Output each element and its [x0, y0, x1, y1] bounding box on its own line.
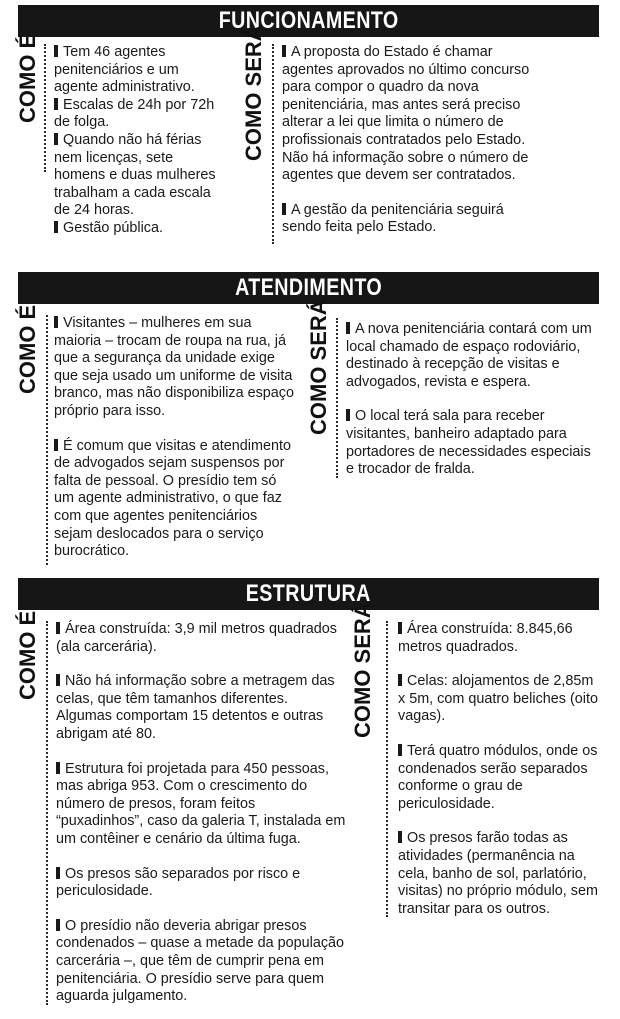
dotted-divider	[44, 44, 46, 172]
atendimento-como-sera-text	[346, 321, 602, 479]
dotted-divider	[336, 318, 338, 478]
bullet-item: Tem 46 agentes penitenciários e um agente administrativo.	[54, 44, 195, 96]
bullet-marker-icon	[398, 674, 402, 686]
dotted-divider	[46, 315, 48, 565]
funcionamento-como-e-text	[54, 44, 226, 238]
bullet-marker-icon	[56, 762, 60, 774]
como-e-label: COMO É	[15, 33, 40, 123]
bullet-marker-icon	[54, 221, 58, 233]
bullet-marker-icon	[56, 622, 60, 634]
bullet-item: Terá quatro módulos, onde os condenados serão separados conforme o grau de periculosidade.	[398, 742, 598, 812]
bullet-item: Estrutura foi projetada para 450 pessoas, mas abriga 953. Com o crescimento do número de presos, foram feitos “puxadinhos”, caso da galeria T, instalada em um contêiner e cenário da última fuga.	[56, 760, 346, 847]
section-title: ATENDIMENTO	[234, 274, 383, 301]
bullet-marker-icon	[398, 831, 402, 843]
bullet-item: A nova penitenciária contará com um local chamado de espaço rodoviário, destinado à recepção de visitas e advogados, revista e espera.	[346, 321, 592, 390]
bullet-marker-icon	[54, 316, 58, 328]
bullet-marker-icon	[398, 622, 402, 634]
bullet-item: Área construída: 3,9 mil metros quadrados (ala carcerária).	[56, 621, 337, 655]
estrutura-como-e-text	[56, 621, 346, 1006]
como-sera-label: COMO SERÁ	[306, 299, 331, 435]
como-sera-label: COMO SERÁ	[241, 25, 266, 161]
bullet-item: Escalas de 24h por 72h de folga.	[54, 96, 215, 131]
bullet-item: A gestão da penitenciária seguirá sendo feita pelo Estado.	[282, 201, 504, 236]
dotted-divider	[386, 621, 388, 917]
dotted-divider	[272, 44, 274, 244]
bullet-marker-icon	[54, 98, 58, 110]
bullet-marker-icon	[56, 867, 60, 879]
bullet-marker-icon	[56, 919, 60, 931]
bullet-marker-icon	[54, 439, 58, 451]
bullet-item: Visitantes – mulheres em sua maioria – trocam de roupa na rua, já que a segurança da unidade exige que seja usado um uniforme de visita branco, mas não disponibiliza espaço próprio para isso.	[54, 315, 294, 419]
section-header-estrutura	[18, 578, 599, 610]
bullet-marker-icon	[346, 409, 350, 421]
atendimento-como-e-text	[54, 315, 298, 561]
bullet-item: O local terá sala para receber visitantes, banheiro adaptado para portadores de necessidades especiais e trocador de fralda.	[346, 408, 591, 478]
section-header-funcionamento	[18, 5, 599, 37]
bullet-marker-icon	[54, 45, 58, 57]
como-e-label: COMO É	[15, 304, 40, 394]
como-sera-label: COMO SERÁ	[350, 602, 375, 738]
bullet-marker-icon	[346, 322, 350, 334]
bullet-marker-icon	[282, 203, 286, 215]
dotted-divider	[46, 621, 48, 1005]
bullet-item: O presídio não deveria abrigar presos condenados – quase a metade da população carcerária –, que têm de cumprir pena em penitenciária. O presídio serve para quem aguarda julgamento.	[56, 917, 345, 1005]
bullet-item: Quando não há férias nem licenças, sete homens e duas mulheres trabalham a cada escala de 24 horas.	[54, 131, 216, 219]
como-e-label: COMO É	[15, 610, 40, 700]
bullet-item: Área construída: 8.845,66 metros quadrados.	[398, 621, 573, 655]
bullet-marker-icon	[282, 45, 286, 57]
bullet-item: É comum que visitas e atendimento de advogados sejam suspensos por falta de pessoal. O presídio tem só um agente administrativo, o que faz com que agentes penitenciários sejam deslocados para o serviço burocrático.	[54, 437, 291, 560]
bullet-item: Os presos são separados por risco e periculosidade.	[56, 865, 301, 900]
section-title: ESTRUTURA	[245, 580, 372, 607]
section-title: FUNCIONAMENTO	[218, 7, 399, 34]
bullet-item: Os presos farão todas as atividades (permanência na cela, banho de sol, parlatório, visitas) no próprio módulo, sem transitar para os outros.	[398, 830, 598, 917]
bullet-item: Celas: alojamentos de 2,85m x 5m, com quatro beliches (oito vagas).	[398, 673, 598, 725]
bullet-marker-icon	[398, 744, 402, 756]
bullet-marker-icon	[56, 674, 60, 686]
bullet-item: A proposta do Estado é chamar agentes aprovados no último concurso para compor o quadro da nova penitenciária, mas antes será preciso alterar a lei que limita o número de profissionais contratados pelo Estado. Não há informação sobre o número de agentes que devem ser contratados.	[282, 44, 530, 184]
bullet-item: Não há informação sobre a metragem das celas, que têm tamanhos diferentes. Algumas comportam 15 detentos e outras abrigam até 80.	[56, 673, 335, 742]
estrutura-como-sera-text	[398, 621, 598, 918]
bullet-marker-icon	[54, 133, 58, 145]
funcionamento-como-sera-text	[282, 44, 532, 237]
bullet-item: Gestão pública.	[54, 220, 226, 238]
